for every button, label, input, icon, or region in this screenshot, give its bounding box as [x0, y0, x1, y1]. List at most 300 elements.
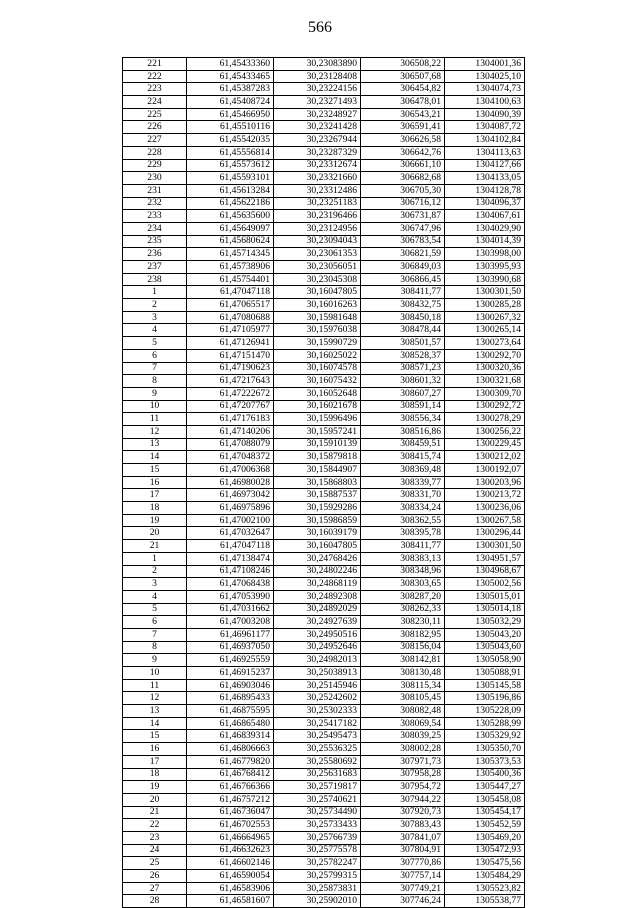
longitude-cell: 30,15868803 — [274, 476, 361, 489]
latitude-cell: 61,46768412 — [187, 768, 274, 781]
latitude-cell: 61,45510116 — [187, 121, 274, 134]
table-row — [123, 502, 525, 515]
x-coordinate-cell: 306849,03 — [361, 261, 445, 274]
point-number-cell: 233 — [123, 210, 187, 223]
table-row — [123, 476, 525, 489]
latitude-cell: 61,46925559 — [187, 654, 274, 667]
latitude-cell: 61,47105977 — [187, 324, 274, 337]
x-coordinate-cell: 308230,11 — [361, 616, 445, 629]
longitude-cell: 30,25302333 — [274, 705, 361, 718]
x-coordinate-cell: 308142,81 — [361, 654, 445, 667]
latitude-cell: 61,47190623 — [187, 362, 274, 375]
y-coordinate-cell: 1304951,57 — [445, 552, 525, 565]
x-coordinate-cell: 306454,82 — [361, 83, 445, 96]
table-row — [123, 705, 525, 718]
point-number-cell: 23 — [123, 831, 187, 844]
longitude-cell: 30,25536325 — [274, 743, 361, 756]
table-row — [123, 819, 525, 832]
latitude-cell: 61,45649097 — [187, 222, 274, 235]
y-coordinate-cell: 1305454,17 — [445, 806, 525, 819]
table-row — [123, 172, 525, 185]
point-number-cell: 238 — [123, 273, 187, 286]
latitude-cell: 61,46875595 — [187, 705, 274, 718]
y-coordinate-cell: 1305228,09 — [445, 705, 525, 718]
x-coordinate-cell: 308607,27 — [361, 387, 445, 400]
y-coordinate-cell: 1304090,39 — [445, 108, 525, 121]
point-number-cell: 15 — [123, 464, 187, 477]
x-coordinate-cell: 308516,86 — [361, 425, 445, 438]
longitude-cell: 30,16052648 — [274, 387, 361, 400]
point-number-cell: 18 — [123, 502, 187, 515]
coordinates-table-container — [122, 57, 525, 908]
x-coordinate-cell: 308262,33 — [361, 603, 445, 616]
latitude-cell: 61,47207767 — [187, 400, 274, 413]
point-number-cell: 25 — [123, 857, 187, 870]
x-coordinate-cell: 308303,65 — [361, 578, 445, 591]
x-coordinate-cell: 308450,18 — [361, 311, 445, 324]
longitude-cell: 30,24892029 — [274, 603, 361, 616]
point-number-cell: 223 — [123, 83, 187, 96]
latitude-cell: 61,46602146 — [187, 857, 274, 870]
longitude-cell: 30,23312674 — [274, 159, 361, 172]
y-coordinate-cell: 1300301,50 — [445, 286, 525, 299]
latitude-cell: 61,46779820 — [187, 755, 274, 768]
x-coordinate-cell: 308082,48 — [361, 705, 445, 718]
point-number-cell: 24 — [123, 844, 187, 857]
latitude-cell: 61,46973042 — [187, 489, 274, 502]
point-number-cell: 10 — [123, 667, 187, 680]
longitude-cell: 30,23321660 — [274, 172, 361, 185]
longitude-cell: 30,16016263 — [274, 299, 361, 312]
y-coordinate-cell: 1304100,63 — [445, 96, 525, 109]
x-coordinate-cell: 306705,30 — [361, 184, 445, 197]
latitude-cell: 61,45387283 — [187, 83, 274, 96]
y-coordinate-cell: 1303995,93 — [445, 261, 525, 274]
longitude-cell: 30,23083890 — [274, 58, 361, 71]
latitude-cell: 61,45466950 — [187, 108, 274, 121]
y-coordinate-cell: 1305472,93 — [445, 844, 525, 857]
point-number-cell: 6 — [123, 616, 187, 629]
point-number-cell: 4 — [123, 590, 187, 603]
table-row — [123, 159, 525, 172]
latitude-cell: 61,47108246 — [187, 565, 274, 578]
x-coordinate-cell: 306821,59 — [361, 248, 445, 261]
table-row — [123, 514, 525, 527]
latitude-cell: 61,47031662 — [187, 603, 274, 616]
point-number-cell: 227 — [123, 134, 187, 147]
y-coordinate-cell: 1300301,50 — [445, 540, 525, 553]
longitude-cell: 30,23124956 — [274, 222, 361, 235]
longitude-cell: 30,23128408 — [274, 70, 361, 83]
point-number-cell: 12 — [123, 425, 187, 438]
table-row — [123, 197, 525, 210]
longitude-cell: 30,15879818 — [274, 451, 361, 464]
table-row — [123, 654, 525, 667]
x-coordinate-cell: 306507,68 — [361, 70, 445, 83]
y-coordinate-cell: 1304102,84 — [445, 134, 525, 147]
y-coordinate-cell: 1304025,10 — [445, 70, 525, 83]
longitude-cell: 30,25580692 — [274, 755, 361, 768]
point-number-cell: 229 — [123, 159, 187, 172]
latitude-cell: 61,46757212 — [187, 793, 274, 806]
point-number-cell: 11 — [123, 679, 187, 692]
x-coordinate-cell: 306866,45 — [361, 273, 445, 286]
longitude-cell: 30,25740621 — [274, 793, 361, 806]
table-row — [123, 616, 525, 629]
latitude-cell: 61,45542035 — [187, 134, 274, 147]
y-coordinate-cell: 1300321,68 — [445, 375, 525, 388]
longitude-cell: 30,25038913 — [274, 667, 361, 680]
point-number-cell: 7 — [123, 362, 187, 375]
latitude-cell: 61,45573612 — [187, 159, 274, 172]
y-coordinate-cell: 1305088,91 — [445, 667, 525, 680]
y-coordinate-cell: 1300267,58 — [445, 514, 525, 527]
table-row — [123, 248, 525, 261]
x-coordinate-cell: 307958,28 — [361, 768, 445, 781]
point-number-cell: 2 — [123, 565, 187, 578]
y-coordinate-cell: 1304001,36 — [445, 58, 525, 71]
y-coordinate-cell: 1300229,45 — [445, 438, 525, 451]
latitude-cell: 61,47126941 — [187, 337, 274, 350]
point-number-cell: 17 — [123, 489, 187, 502]
latitude-cell: 61,45635600 — [187, 210, 274, 223]
longitude-cell: 30,16047805 — [274, 286, 361, 299]
x-coordinate-cell: 307749,21 — [361, 882, 445, 895]
point-number-cell: 9 — [123, 654, 187, 667]
coordinates-table — [122, 57, 525, 908]
longitude-cell: 30,23196466 — [274, 210, 361, 223]
longitude-cell: 30,23251183 — [274, 197, 361, 210]
point-number-cell: 12 — [123, 692, 187, 705]
longitude-cell: 30,24982013 — [274, 654, 361, 667]
y-coordinate-cell: 1305469,20 — [445, 831, 525, 844]
x-coordinate-cell: 308130,48 — [361, 667, 445, 680]
table-row — [123, 438, 525, 451]
longitude-cell: 30,15957241 — [274, 425, 361, 438]
y-coordinate-cell: 1305523,82 — [445, 882, 525, 895]
latitude-cell: 61,46915237 — [187, 667, 274, 680]
longitude-cell: 30,25902010 — [274, 895, 361, 908]
point-number-cell: 236 — [123, 248, 187, 261]
longitude-cell: 30,25242602 — [274, 692, 361, 705]
y-coordinate-cell: 1300203,96 — [445, 476, 525, 489]
latitude-cell: 61,47032647 — [187, 527, 274, 540]
point-number-cell: 6 — [123, 349, 187, 362]
point-number-cell: 232 — [123, 197, 187, 210]
table-row — [123, 70, 525, 83]
latitude-cell: 61,47176183 — [187, 413, 274, 426]
y-coordinate-cell: 1300296,44 — [445, 527, 525, 540]
longitude-cell: 30,25775578 — [274, 844, 361, 857]
latitude-cell: 61,45714345 — [187, 248, 274, 261]
x-coordinate-cell: 308156,04 — [361, 641, 445, 654]
longitude-cell: 30,25782247 — [274, 857, 361, 870]
point-number-cell: 7 — [123, 628, 187, 641]
y-coordinate-cell: 1305329,92 — [445, 730, 525, 743]
table-row — [123, 603, 525, 616]
x-coordinate-cell: 307883,43 — [361, 819, 445, 832]
latitude-cell: 61,46895433 — [187, 692, 274, 705]
table-row — [123, 793, 525, 806]
x-coordinate-cell: 308501,57 — [361, 337, 445, 350]
table-row — [123, 641, 525, 654]
table-row — [123, 387, 525, 400]
y-coordinate-cell: 1300273,64 — [445, 337, 525, 350]
latitude-cell: 61,45754401 — [187, 273, 274, 286]
table-row — [123, 565, 525, 578]
x-coordinate-cell: 308395,78 — [361, 527, 445, 540]
y-coordinate-cell: 1304113,63 — [445, 146, 525, 159]
longitude-cell: 30,15887537 — [274, 489, 361, 502]
longitude-cell: 30,25417182 — [274, 717, 361, 730]
latitude-cell: 61,46839314 — [187, 730, 274, 743]
longitude-cell: 30,24952646 — [274, 641, 361, 654]
x-coordinate-cell: 308478,44 — [361, 324, 445, 337]
latitude-cell: 61,46736047 — [187, 806, 274, 819]
latitude-cell: 61,45680624 — [187, 235, 274, 248]
table-row — [123, 210, 525, 223]
longitude-cell: 30,23094043 — [274, 235, 361, 248]
point-number-cell: 9 — [123, 387, 187, 400]
y-coordinate-cell: 1300292,72 — [445, 400, 525, 413]
longitude-cell: 30,16047805 — [274, 540, 361, 553]
latitude-cell: 61,46702553 — [187, 819, 274, 832]
table-row — [123, 451, 525, 464]
latitude-cell: 61,45622186 — [187, 197, 274, 210]
x-coordinate-cell: 308182,95 — [361, 628, 445, 641]
latitude-cell: 61,47065517 — [187, 299, 274, 312]
y-coordinate-cell: 1300192,07 — [445, 464, 525, 477]
point-number-cell: 5 — [123, 337, 187, 350]
table-row — [123, 679, 525, 692]
table-row — [123, 489, 525, 502]
y-coordinate-cell: 1304096,37 — [445, 197, 525, 210]
longitude-cell: 30,23056051 — [274, 261, 361, 274]
y-coordinate-cell: 1303990,68 — [445, 273, 525, 286]
y-coordinate-cell: 1304128,78 — [445, 184, 525, 197]
y-coordinate-cell: 1304133,05 — [445, 172, 525, 185]
latitude-cell: 61,47048372 — [187, 451, 274, 464]
longitude-cell: 30,23045308 — [274, 273, 361, 286]
point-number-cell: 3 — [123, 311, 187, 324]
y-coordinate-cell: 1300267,32 — [445, 311, 525, 324]
x-coordinate-cell: 307971,73 — [361, 755, 445, 768]
longitude-cell: 30,23271493 — [274, 96, 361, 109]
point-number-cell: 8 — [123, 375, 187, 388]
latitude-cell: 61,45613284 — [187, 184, 274, 197]
y-coordinate-cell: 1305400,36 — [445, 768, 525, 781]
point-number-cell: 13 — [123, 438, 187, 451]
y-coordinate-cell: 1305447,27 — [445, 781, 525, 794]
latitude-cell: 61,47047118 — [187, 286, 274, 299]
table-row — [123, 882, 525, 895]
latitude-cell: 61,46937050 — [187, 641, 274, 654]
longitude-cell: 30,23267944 — [274, 134, 361, 147]
longitude-cell: 30,25145946 — [274, 679, 361, 692]
table-row — [123, 578, 525, 591]
longitude-cell: 30,15981648 — [274, 311, 361, 324]
point-number-cell: 15 — [123, 730, 187, 743]
x-coordinate-cell: 308415,74 — [361, 451, 445, 464]
point-number-cell: 18 — [123, 768, 187, 781]
longitude-cell: 30,25495473 — [274, 730, 361, 743]
point-number-cell: 19 — [123, 514, 187, 527]
longitude-cell: 30,23248927 — [274, 108, 361, 121]
table-row — [123, 58, 525, 71]
table-row — [123, 743, 525, 756]
x-coordinate-cell: 308348,96 — [361, 565, 445, 578]
point-number-cell: 21 — [123, 540, 187, 553]
table-row — [123, 717, 525, 730]
latitude-cell: 61,47003208 — [187, 616, 274, 629]
point-number-cell: 230 — [123, 172, 187, 185]
x-coordinate-cell: 307920,73 — [361, 806, 445, 819]
y-coordinate-cell: 1305014,18 — [445, 603, 525, 616]
table-row — [123, 628, 525, 641]
y-coordinate-cell: 1304067,61 — [445, 210, 525, 223]
y-coordinate-cell: 1303998,00 — [445, 248, 525, 261]
longitude-cell: 30,25873831 — [274, 882, 361, 895]
latitude-cell: 61,46806663 — [187, 743, 274, 756]
latitude-cell: 61,46961177 — [187, 628, 274, 641]
longitude-cell: 30,15990729 — [274, 337, 361, 350]
x-coordinate-cell: 307770,86 — [361, 857, 445, 870]
y-coordinate-cell: 1305475,56 — [445, 857, 525, 870]
y-coordinate-cell: 1300309,70 — [445, 387, 525, 400]
longitude-cell: 30,25799315 — [274, 870, 361, 883]
longitude-cell: 30,16021678 — [274, 400, 361, 413]
point-number-cell: 224 — [123, 96, 187, 109]
point-number-cell: 231 — [123, 184, 187, 197]
x-coordinate-cell: 308369,48 — [361, 464, 445, 477]
x-coordinate-cell: 307841,07 — [361, 831, 445, 844]
longitude-cell: 30,24802246 — [274, 565, 361, 578]
longitude-cell: 30,25733433 — [274, 819, 361, 832]
table-row — [123, 134, 525, 147]
y-coordinate-cell: 1300213,72 — [445, 489, 525, 502]
page-number: 566 — [308, 19, 332, 36]
point-number-cell: 3 — [123, 578, 187, 591]
latitude-cell: 61,45408724 — [187, 96, 274, 109]
latitude-cell: 61,47006368 — [187, 464, 274, 477]
x-coordinate-cell: 306661,10 — [361, 159, 445, 172]
latitude-cell: 61,45738906 — [187, 261, 274, 274]
x-coordinate-cell: 306731,87 — [361, 210, 445, 223]
longitude-cell: 30,23241428 — [274, 121, 361, 134]
x-coordinate-cell: 306642,76 — [361, 146, 445, 159]
point-number-cell: 21 — [123, 806, 187, 819]
table-row — [123, 692, 525, 705]
x-coordinate-cell: 307954,72 — [361, 781, 445, 794]
y-coordinate-cell: 1300278,29 — [445, 413, 525, 426]
y-coordinate-cell: 1304127,66 — [445, 159, 525, 172]
table-row — [123, 235, 525, 248]
longitude-cell: 30,24768426 — [274, 552, 361, 565]
table-row — [123, 730, 525, 743]
longitude-cell: 30,23061353 — [274, 248, 361, 261]
table-row — [123, 527, 525, 540]
x-coordinate-cell: 307944,22 — [361, 793, 445, 806]
x-coordinate-cell: 306543,21 — [361, 108, 445, 121]
point-number-cell: 13 — [123, 705, 187, 718]
table-row — [123, 590, 525, 603]
y-coordinate-cell: 1304968,67 — [445, 565, 525, 578]
longitude-cell: 30,24868119 — [274, 578, 361, 591]
point-number-cell: 235 — [123, 235, 187, 248]
table-row — [123, 895, 525, 908]
x-coordinate-cell: 308528,37 — [361, 349, 445, 362]
table-row — [123, 337, 525, 350]
table-row — [123, 362, 525, 375]
y-coordinate-cell: 1305015,01 — [445, 590, 525, 603]
latitude-cell: 61,47002100 — [187, 514, 274, 527]
y-coordinate-cell: 1300256,22 — [445, 425, 525, 438]
point-number-cell: 26 — [123, 870, 187, 883]
latitude-cell: 61,45433360 — [187, 58, 274, 71]
y-coordinate-cell: 1305458,08 — [445, 793, 525, 806]
table-row — [123, 540, 525, 553]
x-coordinate-cell: 306783,54 — [361, 235, 445, 248]
longitude-cell: 30,24892308 — [274, 590, 361, 603]
longitude-cell: 30,24950516 — [274, 628, 361, 641]
y-coordinate-cell: 1304087,72 — [445, 121, 525, 134]
x-coordinate-cell: 308556,34 — [361, 413, 445, 426]
latitude-cell: 61,47222672 — [187, 387, 274, 400]
x-coordinate-cell: 306591,41 — [361, 121, 445, 134]
table-row — [123, 311, 525, 324]
x-coordinate-cell: 306747,96 — [361, 222, 445, 235]
point-number-cell: 16 — [123, 743, 187, 756]
point-number-cell: 10 — [123, 400, 187, 413]
table-row — [123, 831, 525, 844]
point-number-cell: 225 — [123, 108, 187, 121]
table-row — [123, 400, 525, 413]
y-coordinate-cell: 1300236,06 — [445, 502, 525, 515]
y-coordinate-cell: 1305145,58 — [445, 679, 525, 692]
longitude-cell: 30,25719817 — [274, 781, 361, 794]
latitude-cell: 61,46865480 — [187, 717, 274, 730]
y-coordinate-cell: 1305538,77 — [445, 895, 525, 908]
table-row — [123, 413, 525, 426]
longitude-cell: 30,25766739 — [274, 831, 361, 844]
x-coordinate-cell: 306626,58 — [361, 134, 445, 147]
latitude-cell: 61,45433465 — [187, 70, 274, 83]
table-row — [123, 552, 525, 565]
y-coordinate-cell: 1305484,29 — [445, 870, 525, 883]
table-row — [123, 844, 525, 857]
point-number-cell: 234 — [123, 222, 187, 235]
table-row — [123, 667, 525, 680]
latitude-cell: 61,47088079 — [187, 438, 274, 451]
y-coordinate-cell: 1305043,20 — [445, 628, 525, 641]
latitude-cell: 61,46980028 — [187, 476, 274, 489]
x-coordinate-cell: 308383,13 — [361, 552, 445, 565]
point-number-cell: 20 — [123, 793, 187, 806]
longitude-cell: 30,24927639 — [274, 616, 361, 629]
longitude-cell: 30,25631683 — [274, 768, 361, 781]
table-row — [123, 261, 525, 274]
point-number-cell: 19 — [123, 781, 187, 794]
x-coordinate-cell: 308411,77 — [361, 286, 445, 299]
longitude-cell: 30,16075432 — [274, 375, 361, 388]
table-row — [123, 768, 525, 781]
point-number-cell: 28 — [123, 895, 187, 908]
x-coordinate-cell: 308362,55 — [361, 514, 445, 527]
table-row — [123, 324, 525, 337]
longitude-cell: 30,16074578 — [274, 362, 361, 375]
point-number-cell: 222 — [123, 70, 187, 83]
x-coordinate-cell: 307757,14 — [361, 870, 445, 883]
